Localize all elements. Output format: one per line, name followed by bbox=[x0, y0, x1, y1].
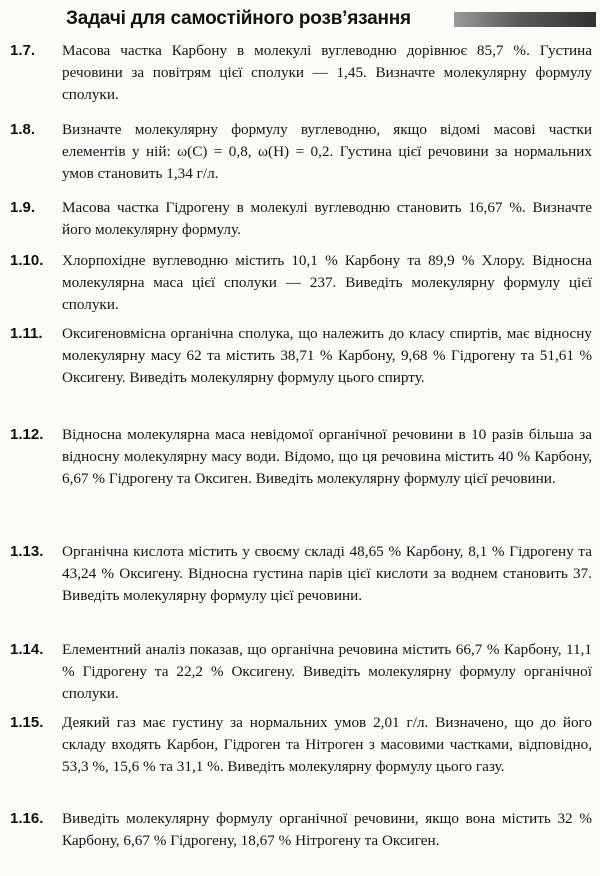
section-header bbox=[66, 6, 596, 34]
problem-text: Відносна молекулярна маса невідомої органічної речовини в 10 разів більша за відносну молекулярну масу води. Відомо, що ця речовина містить 40 % Карбону, 6,67 % Гідрогену та Оксиген. Виведіть молекулярну формулу цієї речовини. bbox=[62, 426, 592, 487]
problem-number: 1.8. bbox=[10, 121, 36, 138]
problem-number: 1.15. bbox=[10, 714, 44, 731]
problem-number: 1.11. bbox=[10, 325, 43, 342]
problem-number: 1.13. bbox=[10, 543, 44, 560]
problem-text: Масова частка Гідрогену в молекулі вуглеводню становить 16,67 %. Визначте його молекулярну формулу. bbox=[62, 199, 592, 238]
problem-text: Хлорпохідне вуглеводню містить 10,1 % Карбону та 89,9 % Хлору. Відносна молекулярна маса цієї сполуки — 237. Виведіть молекулярну формулу цієї сполуки. bbox=[62, 252, 592, 313]
problem-text: Визначте молекулярну формулу вуглеводню, якщо відомі масові частки елементів у ній: ω(C) = 0,8, ω(H) = 0,2. Густина цієї речовини за нормальних умов становить 1,34 г/л. bbox=[62, 121, 592, 182]
problem-text: Органічна кислота містить у своєму складі 48,65 % Карбону, 8,1 % Гідрогену та 43,24 % Оксигену. Відносна густина парів цієї кислоти за воднем становить 37. Виведіть молекулярну формулу цієї речовини. bbox=[62, 543, 592, 604]
problem-number: 1.12. bbox=[10, 426, 44, 443]
problem-text: Виведіть молекулярну формулу органічної речовини, якщо вона містить 32 % Карбону, 6,67 % Гідрогену, 18,67 % Нітрогену та Оксиген. bbox=[62, 810, 592, 849]
header-decorative-bar bbox=[454, 12, 596, 27]
section-title: Задачі для самостійного розв’язання bbox=[66, 8, 411, 29]
problem-number: 1.9. bbox=[10, 199, 36, 216]
problem-text: Елементний аналіз показав, що органічна речовина містить 66,7 % Карбону, 11,1 % Гідрогену та 22,2 % Оксигену. Виведіть молекулярну формулу органічної сполуки. bbox=[62, 641, 592, 702]
problem-text: Масова частка Карбону в молекулі вуглеводню дорівнює 85,7 %. Густина речовини за повітрям цієї сполуки — 1,45. Визначте молекулярну формулу сполуки. bbox=[62, 42, 592, 103]
problem-text: Деякий газ має густину за нормальних умов 2,01 г/л. Визначено, що до його складу входять Карбон, Гідроген та Нітроген з масовими частками, відповідно, 53,3 %, 15,6 % та 31,1 %. Виведіть молекулярну формулу цього газу. bbox=[62, 714, 592, 775]
problem-number: 1.10. bbox=[10, 252, 44, 269]
problem-number: 1.7. bbox=[10, 42, 36, 59]
problem-number: 1.16. bbox=[10, 810, 44, 827]
problem-text: Оксигеновмісна органічна сполука, що належить до класу спиртів, має відносну молекулярну масу 62 та містить 38,71 % Карбону, 9,68 % Гідрогену та 51,61 % Оксигену. Виведіть молекулярну формулу цього спирту. bbox=[62, 325, 592, 386]
problem-number: 1.14. bbox=[10, 641, 44, 658]
